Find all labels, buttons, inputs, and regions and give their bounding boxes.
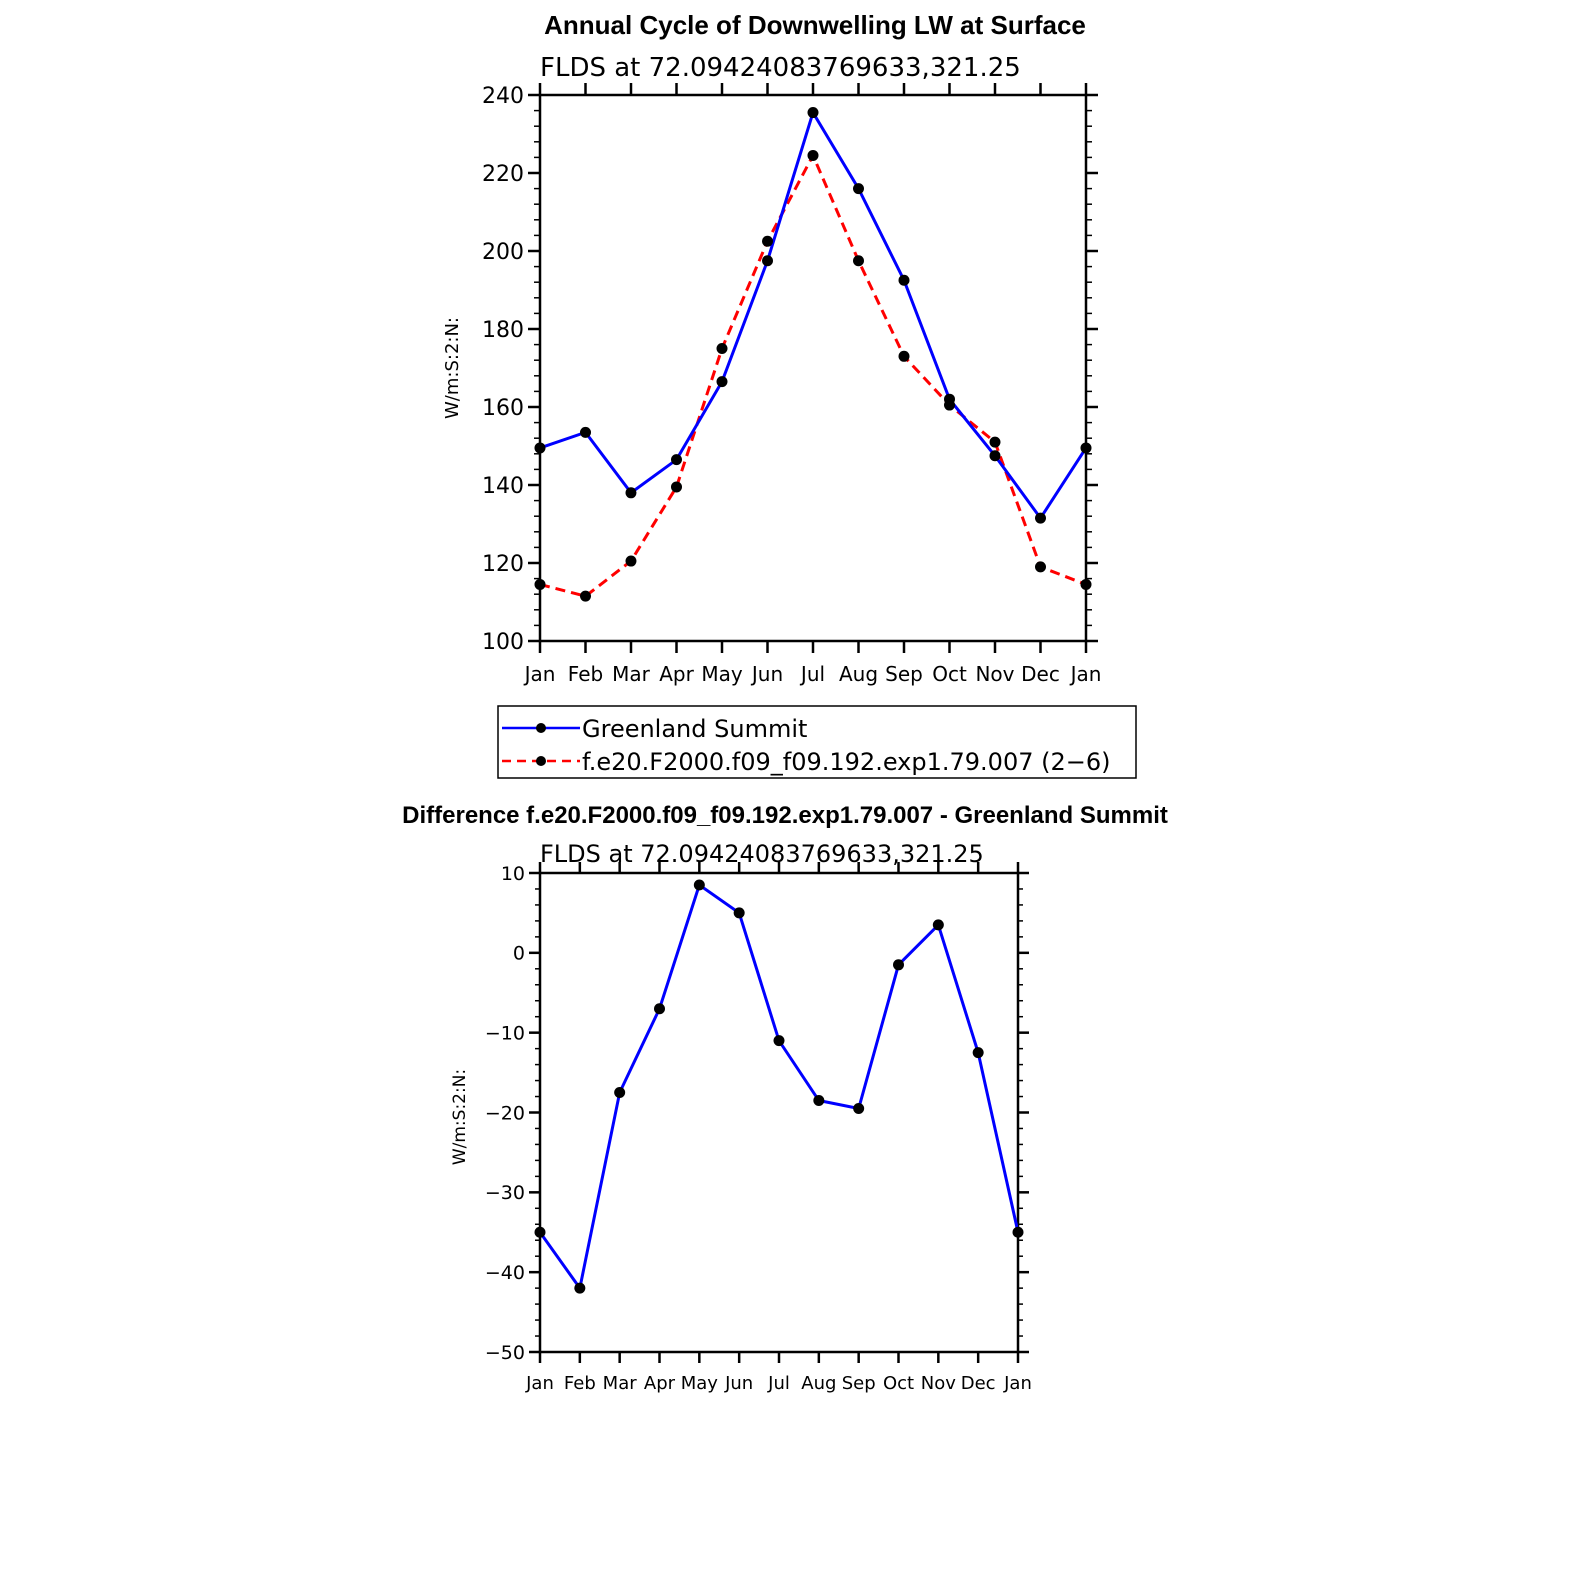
data-point-0 — [734, 907, 745, 918]
data-point-1 — [899, 351, 910, 362]
x-tick-label: Jan — [1070, 662, 1102, 686]
data-point-0 — [944, 394, 955, 405]
x-tick-label: Apr — [643, 1373, 676, 1394]
data-point-0 — [1081, 442, 1092, 453]
plot-series — [535, 879, 1024, 1293]
legend — [498, 706, 1136, 778]
y-tick-label: 180 — [482, 317, 524, 343]
data-point-0 — [893, 959, 904, 970]
y-tick-label: −40 — [484, 1262, 525, 1285]
legend-marker-model — [536, 756, 546, 766]
data-point-0 — [853, 1103, 864, 1114]
x-tick-label: Feb — [567, 662, 604, 686]
y-tick-label: 200 — [482, 239, 524, 265]
y-tick-label: 220 — [482, 161, 524, 187]
data-point-1 — [1035, 561, 1046, 572]
data-point-0 — [808, 107, 819, 118]
x-tick-label: Sep — [885, 662, 923, 686]
y-tick-label: 140 — [482, 473, 524, 499]
plot-frame — [540, 873, 1018, 1352]
y-tick-label: 0 — [512, 942, 525, 965]
x-tick-label: May — [680, 1373, 718, 1394]
y-axis-label: W/m:S:2:N: — [442, 317, 463, 419]
x-tick-label: Nov — [975, 662, 1015, 686]
data-point-1 — [535, 579, 546, 590]
tick-labels — [485, 863, 1032, 1394]
chart-title: Annual Cycle of Downwelling LW at Surface — [544, 10, 1086, 40]
data-point-0 — [762, 255, 773, 266]
difference-chart — [402, 802, 1168, 1394]
data-point-0 — [626, 487, 637, 498]
data-point-0 — [774, 1035, 785, 1046]
x-tick-label: Apr — [659, 662, 694, 686]
legend-marker-greenland — [536, 723, 546, 733]
data-point-1 — [1081, 579, 1092, 590]
y-tick-label: 160 — [482, 395, 524, 421]
data-point-0 — [1035, 513, 1046, 524]
data-point-0 — [535, 1227, 546, 1238]
x-tick-label: May — [701, 662, 743, 686]
x-tick-label: Sep — [841, 1373, 876, 1394]
series-line-1 — [540, 155, 1086, 596]
x-tick-label: Oct — [932, 662, 967, 686]
data-point-1 — [762, 236, 773, 247]
x-tick-label: Oct — [882, 1373, 915, 1394]
x-tick-label: Mar — [602, 1373, 637, 1394]
x-tick-label: Feb — [563, 1373, 596, 1394]
data-point-0 — [580, 427, 591, 438]
x-tick-label: Jun — [725, 1373, 754, 1394]
plot-frame — [540, 95, 1086, 641]
data-point-0 — [614, 1087, 625, 1098]
x-tick-label: Mar — [612, 662, 650, 686]
data-point-1 — [990, 437, 1001, 448]
data-point-0 — [574, 1283, 585, 1294]
series-line-0 — [540, 885, 1018, 1288]
data-point-1 — [671, 481, 682, 492]
data-point-0 — [1013, 1227, 1024, 1238]
tick-labels — [482, 84, 1101, 686]
chart-subtitle: FLDS at 72.09424083769633,321.25 — [540, 53, 1021, 83]
y-tick-label: −10 — [484, 1022, 525, 1045]
data-point-1 — [580, 591, 591, 602]
chart-title: Difference f.e20.F2000.f09_f09.192.exp1.79.007 - Greenland Summit — [402, 802, 1168, 829]
y-tick-label: 120 — [482, 551, 524, 577]
x-tick-label: Jan — [1004, 1373, 1032, 1394]
y-tick-label: 100 — [482, 629, 524, 655]
x-tick-label: Aug — [838, 662, 879, 686]
data-point-0 — [899, 275, 910, 286]
x-tick-label: Jan — [524, 662, 556, 686]
series-line-0 — [540, 113, 1086, 519]
data-point-0 — [717, 376, 728, 387]
data-point-0 — [813, 1095, 824, 1106]
x-tick-label: Jun — [751, 662, 784, 686]
data-point-0 — [853, 183, 864, 194]
data-point-0 — [654, 1003, 665, 1014]
annual-cycle-chart — [442, 10, 1101, 686]
x-tick-label: Aug — [801, 1373, 837, 1394]
data-point-0 — [535, 442, 546, 453]
data-point-1 — [853, 255, 864, 266]
legend-label-model: f.e20.F2000.f09_f09.192.exp1.79.007 (2−6) — [582, 748, 1111, 776]
data-point-1 — [626, 556, 637, 567]
data-point-0 — [933, 919, 944, 930]
plot-series — [535, 107, 1092, 602]
x-tick-label: Dec — [1021, 662, 1060, 686]
x-tick-label: Nov — [920, 1373, 956, 1394]
y-tick-label: −30 — [484, 1182, 525, 1205]
x-tick-label: Jul — [768, 1373, 790, 1394]
y-tick-label: −20 — [484, 1102, 525, 1125]
data-point-0 — [694, 879, 705, 890]
legend-label-greenland: Greenland Summit — [582, 715, 808, 743]
data-point-0 — [671, 454, 682, 465]
x-tick-label: Jan — [526, 1373, 554, 1394]
plot-axes — [528, 83, 1098, 653]
data-point-1 — [808, 150, 819, 161]
y-tick-label: 240 — [482, 83, 524, 109]
data-point-0 — [973, 1047, 984, 1058]
x-tick-label: Jul — [800, 662, 826, 686]
x-tick-label: Dec — [960, 1373, 996, 1394]
y-tick-label: −50 — [484, 1341, 525, 1364]
y-axis-label: W/m:S:2:N: — [450, 1068, 470, 1166]
chart-subtitle: FLDS at 72.09424083769633,321.25 — [540, 840, 984, 868]
y-tick-label: 10 — [500, 862, 525, 885]
data-point-1 — [717, 343, 728, 354]
plot-axes — [529, 862, 1029, 1363]
data-point-0 — [990, 450, 1001, 461]
